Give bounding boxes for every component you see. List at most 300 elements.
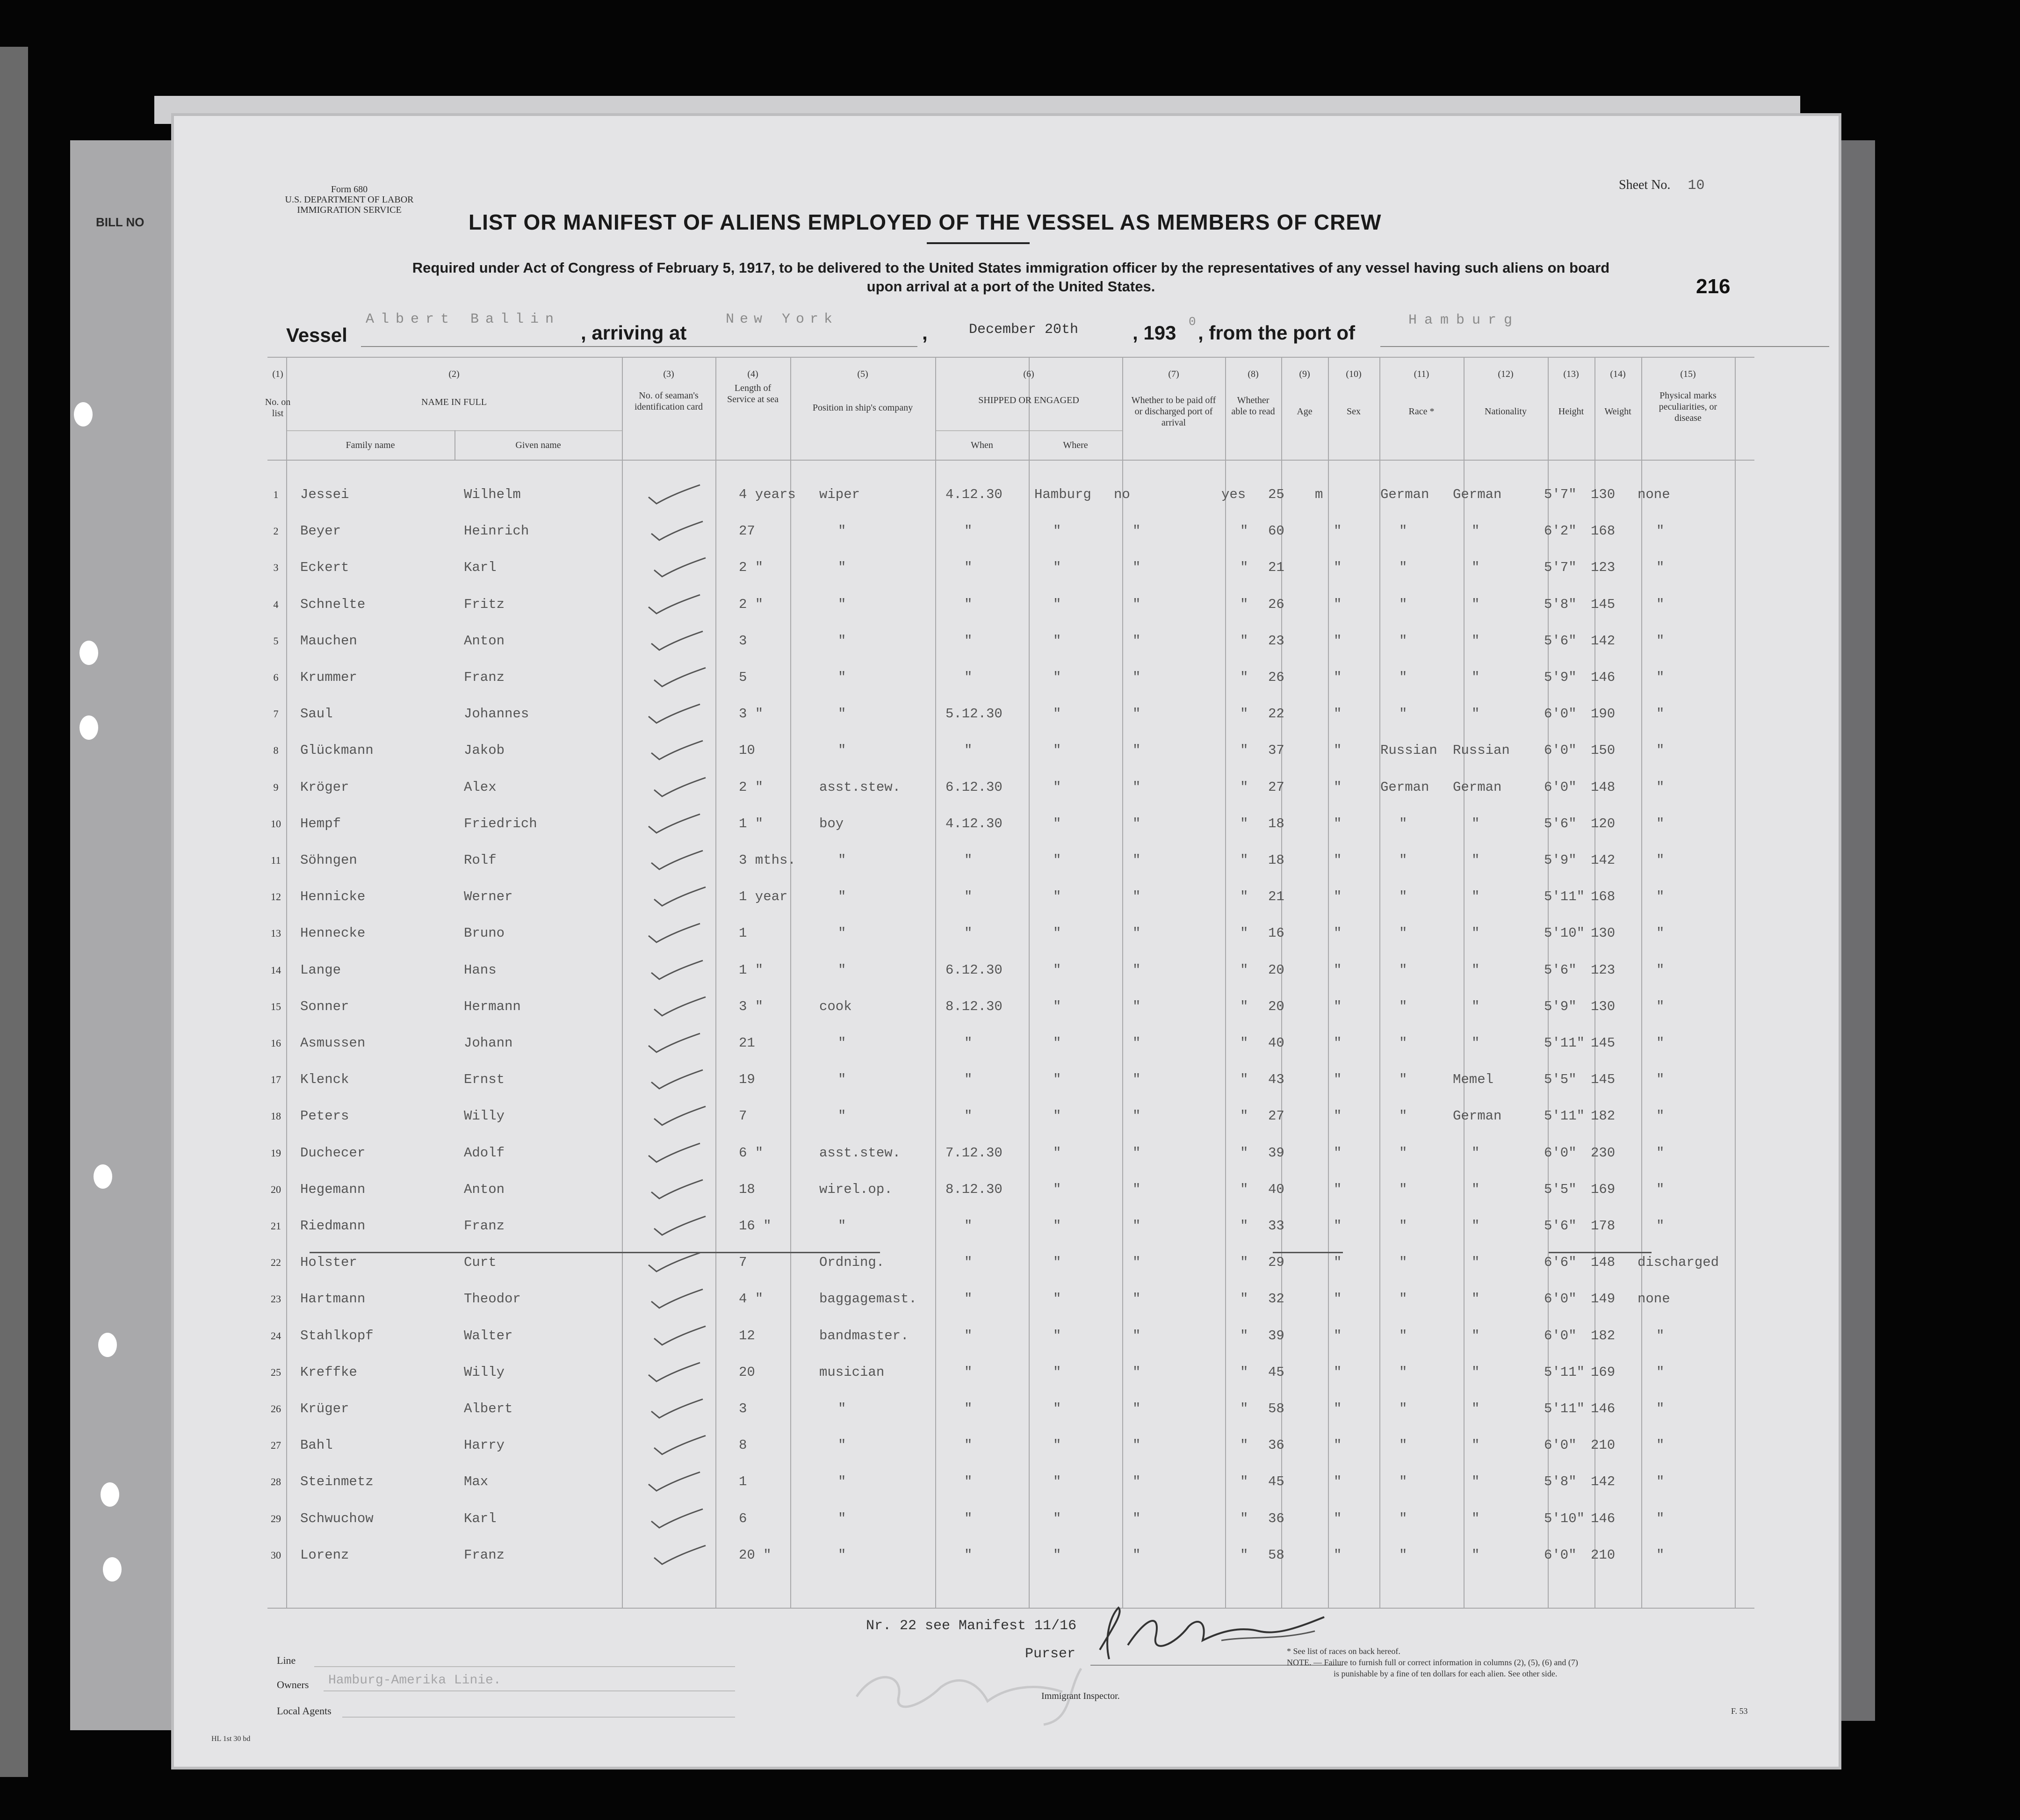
sex: " xyxy=(1334,1510,1342,1526)
row-number: 1 xyxy=(273,489,279,500)
shipped-where: " xyxy=(1053,1218,1061,1234)
weight: 130 xyxy=(1591,925,1616,941)
paid-off: " xyxy=(1133,1401,1141,1416)
able-to-read: " xyxy=(1240,670,1248,685)
col6-number: (6) xyxy=(1023,369,1034,379)
shipped-where: " xyxy=(1053,633,1061,649)
row-number: 25 xyxy=(271,1366,281,1378)
row-number: 23 xyxy=(271,1293,281,1305)
agents-label: Local Agents xyxy=(277,1705,332,1717)
physical-marks: " xyxy=(1656,998,1665,1014)
physical-marks: " xyxy=(1656,1437,1665,1453)
paid-off: " xyxy=(1133,998,1141,1014)
arriving-label: , arriving at xyxy=(581,322,687,344)
shipped-where: " xyxy=(1053,925,1061,941)
table-row xyxy=(174,917,1764,953)
col14-number: (14) xyxy=(1610,369,1626,379)
given-name: Franz xyxy=(464,1218,505,1234)
sex: " xyxy=(1334,1364,1342,1380)
check-mark-icon xyxy=(649,1286,705,1310)
row-number: 18 xyxy=(271,1110,281,1122)
length-of-service: 27 xyxy=(739,523,755,539)
under-sheet-left xyxy=(70,140,178,1730)
col12-number: (12) xyxy=(1498,369,1514,379)
able-to-read: " xyxy=(1240,998,1248,1014)
row-number: 26 xyxy=(271,1403,281,1415)
check-mark-icon xyxy=(646,811,702,835)
able-to-read: " xyxy=(1240,889,1248,905)
race: German xyxy=(1380,487,1429,502)
row-22-strikeout-right-2 xyxy=(1549,1252,1652,1253)
shipped-when: 8.12.30 xyxy=(945,998,1003,1014)
paid-off: " xyxy=(1133,1328,1141,1343)
length-of-service: 1 xyxy=(739,925,747,941)
race: " xyxy=(1399,1145,1407,1161)
punch-hole xyxy=(103,1557,122,1582)
check-mark-icon xyxy=(649,1067,705,1091)
family-name: Klenck xyxy=(300,1072,349,1088)
height: 5'11" xyxy=(1544,1401,1585,1416)
age: 16 xyxy=(1268,925,1284,941)
able-to-read: yes xyxy=(1221,487,1246,502)
position: Ordning. xyxy=(819,1255,885,1271)
shipped-where: Hamburg xyxy=(1034,487,1091,502)
given-name: Hans xyxy=(464,962,497,978)
family-name: Hennicke xyxy=(300,889,366,905)
paid-off: " xyxy=(1133,560,1141,576)
height: 5'11" xyxy=(1544,1035,1585,1051)
form-no-text: Form 680 xyxy=(331,184,368,195)
race: " xyxy=(1399,1255,1407,1271)
position: " xyxy=(838,889,846,905)
back-sheet-left xyxy=(0,47,28,1777)
physical-marks: " xyxy=(1656,1510,1665,1526)
physical-marks: " xyxy=(1656,1364,1665,1380)
position: asst.stew. xyxy=(819,779,901,795)
weight: 168 xyxy=(1591,889,1616,905)
sex: " xyxy=(1334,1181,1342,1197)
col5-header: Position in ship's company xyxy=(812,403,913,413)
nationality: " xyxy=(1472,1547,1480,1563)
position: " xyxy=(838,560,846,576)
height: 5'11" xyxy=(1544,889,1585,905)
col2-number: (2) xyxy=(448,369,460,379)
length-of-service: 7 xyxy=(739,1108,747,1124)
physical-marks: " xyxy=(1656,1181,1665,1197)
age: 37 xyxy=(1268,743,1284,758)
physical-marks: " xyxy=(1656,1108,1665,1124)
paid-off: " xyxy=(1133,1218,1141,1234)
check-mark-icon xyxy=(652,555,708,578)
race: German xyxy=(1380,779,1429,795)
row-number: 19 xyxy=(271,1147,281,1159)
punch-hole xyxy=(79,715,98,740)
physical-marks: " xyxy=(1656,852,1665,868)
row-number: 4 xyxy=(273,598,279,610)
physical-marks: none xyxy=(1638,487,1670,502)
weight: 182 xyxy=(1591,1328,1616,1343)
age: 58 xyxy=(1268,1401,1284,1416)
shipped-when: 6.12.30 xyxy=(945,779,1003,795)
check-mark-icon xyxy=(649,958,705,981)
table-row xyxy=(174,771,1764,808)
nationality: " xyxy=(1472,1035,1480,1051)
shipped-where: " xyxy=(1053,596,1061,612)
owners-value: Hamburg-Amerika Linie. xyxy=(328,1673,501,1688)
weight: 169 xyxy=(1591,1364,1616,1380)
shipped-where: " xyxy=(1053,998,1061,1014)
punch-hole xyxy=(79,641,98,665)
subtitle-line-2: upon arrival at a port of the United States. xyxy=(866,278,1155,295)
table-row xyxy=(174,1539,1764,1575)
height: 5'7" xyxy=(1544,560,1577,576)
family-name: Sonner xyxy=(300,998,349,1014)
age: 40 xyxy=(1268,1035,1284,1051)
paid-off: " xyxy=(1133,1072,1141,1088)
height: 6'0" xyxy=(1544,1437,1577,1453)
shipped-where: " xyxy=(1053,1255,1061,1271)
paid-off: " xyxy=(1133,1547,1141,1563)
shipped-when: " xyxy=(964,596,973,612)
check-mark-icon xyxy=(646,1469,702,1493)
table-row xyxy=(174,844,1764,881)
physical-marks: " xyxy=(1656,670,1665,685)
age: 60 xyxy=(1268,523,1284,539)
position: bandmaster. xyxy=(819,1328,909,1343)
col8-number: (8) xyxy=(1248,369,1259,379)
race: " xyxy=(1399,1364,1407,1380)
sex: " xyxy=(1334,1474,1342,1490)
given-name: Hermann xyxy=(464,998,521,1014)
sex: " xyxy=(1334,852,1342,868)
physical-marks: " xyxy=(1656,962,1665,978)
nationality: " xyxy=(1472,523,1480,539)
height: 5'8" xyxy=(1544,596,1577,612)
able-to-read: " xyxy=(1240,1437,1248,1453)
row-number: 20 xyxy=(271,1183,281,1195)
col6a-header: When xyxy=(971,440,993,450)
row-number: 8 xyxy=(273,744,279,757)
check-mark-icon xyxy=(652,775,708,798)
sex: " xyxy=(1334,633,1342,649)
family-name: Riedmann xyxy=(300,1218,366,1234)
sex: " xyxy=(1334,925,1342,941)
race: " xyxy=(1399,1401,1407,1416)
age: 21 xyxy=(1268,889,1284,905)
check-mark-icon xyxy=(649,1177,705,1200)
physical-marks: " xyxy=(1656,1328,1665,1343)
nationality: " xyxy=(1472,560,1480,576)
sex: " xyxy=(1334,1035,1342,1051)
sex: " xyxy=(1334,1328,1342,1343)
shipped-where: " xyxy=(1053,560,1061,576)
given-name: Franz xyxy=(464,670,505,685)
given-name: Willy xyxy=(464,1364,505,1380)
able-to-read: " xyxy=(1240,1474,1248,1490)
sex: " xyxy=(1334,1218,1342,1234)
length-of-service: 6 xyxy=(739,1510,747,1526)
height: 5'5" xyxy=(1544,1181,1577,1197)
able-to-read: " xyxy=(1240,1035,1248,1051)
check-mark-icon xyxy=(649,1396,705,1420)
row-number: 24 xyxy=(271,1329,281,1342)
row-number: 3 xyxy=(273,562,279,574)
physical-marks: " xyxy=(1656,925,1665,941)
given-name: Rolf xyxy=(464,852,497,868)
physical-marks: discharged xyxy=(1638,1255,1719,1271)
from-port: Hamburg xyxy=(1408,312,1520,328)
nationality: " xyxy=(1472,816,1480,831)
given-name: Willy xyxy=(464,1108,505,1124)
able-to-read: " xyxy=(1240,523,1248,539)
sex: " xyxy=(1334,706,1342,722)
paid-off: " xyxy=(1133,1035,1141,1051)
physical-marks: " xyxy=(1656,523,1665,539)
shipped-where: " xyxy=(1053,1072,1061,1088)
from-label: , from the port of xyxy=(1198,322,1355,344)
sex: " xyxy=(1334,962,1342,978)
col15-number: (15) xyxy=(1680,369,1696,379)
family-name: Krummer xyxy=(300,670,357,685)
fine-note-2: is punishable by a fine of ten dollars for each alien. See other side. xyxy=(1334,1669,1558,1678)
height: 6'0" xyxy=(1544,1145,1577,1161)
table-row xyxy=(174,808,1764,844)
age: 25 xyxy=(1268,487,1284,502)
nationality: " xyxy=(1472,1181,1480,1197)
table-row xyxy=(174,1063,1764,1100)
able-to-read: " xyxy=(1240,1218,1248,1234)
shipped-where: " xyxy=(1053,816,1061,831)
length-of-service: 3 xyxy=(739,633,747,649)
col10-number: (10) xyxy=(1346,369,1362,379)
col2-header: NAME IN FULL xyxy=(421,397,487,407)
position: musician xyxy=(819,1364,885,1380)
given-name: Curt xyxy=(464,1255,497,1271)
weight: 142 xyxy=(1591,633,1616,649)
physical-marks: " xyxy=(1656,1474,1665,1490)
line-label: Line xyxy=(277,1654,296,1666)
position: " xyxy=(838,1510,846,1526)
physical-marks: " xyxy=(1656,706,1665,722)
position: " xyxy=(838,523,846,539)
given-name: Friedrich xyxy=(464,816,537,831)
shipped-where: " xyxy=(1053,889,1061,905)
table-row xyxy=(174,515,1764,551)
purser-label: Purser xyxy=(1025,1646,1076,1662)
able-to-read: " xyxy=(1240,816,1248,831)
race: " xyxy=(1399,1291,1407,1307)
race: " xyxy=(1399,1108,1407,1124)
sheet-label: Sheet No. xyxy=(1619,178,1671,192)
sex: " xyxy=(1334,670,1342,685)
physical-marks: " xyxy=(1656,1218,1665,1234)
table-row xyxy=(174,1027,1764,1063)
position: baggagemast. xyxy=(819,1291,917,1307)
col5-number: (5) xyxy=(857,369,868,379)
physical-marks: " xyxy=(1656,743,1665,758)
paid-off: " xyxy=(1133,852,1141,868)
age: 20 xyxy=(1268,998,1284,1014)
length-of-service: 20 xyxy=(739,1364,755,1380)
check-mark-icon xyxy=(652,884,708,908)
table-row xyxy=(174,1173,1764,1210)
weight: 146 xyxy=(1591,670,1616,685)
height: 5'10" xyxy=(1544,1510,1585,1526)
weight: 146 xyxy=(1591,1510,1616,1526)
inspector-label: Immigrant Inspector. xyxy=(1041,1691,1120,1701)
family-name: Stahlkopf xyxy=(300,1328,374,1343)
age: 40 xyxy=(1268,1181,1284,1197)
paid-off: " xyxy=(1133,1510,1141,1526)
family-name: Beyer xyxy=(300,523,341,539)
form-code: F. 53 xyxy=(1731,1706,1748,1716)
length-of-service: 3 xyxy=(739,1401,747,1416)
position: " xyxy=(838,1218,846,1234)
shipped-where: " xyxy=(1053,1181,1061,1197)
weight: 168 xyxy=(1591,523,1616,539)
weight: 148 xyxy=(1591,1255,1616,1271)
family-name: Schnelte xyxy=(300,596,366,612)
table-row xyxy=(174,1137,1764,1173)
weight: 123 xyxy=(1591,560,1616,576)
sex: " xyxy=(1334,743,1342,758)
shipped-when: 4.12.30 xyxy=(945,816,1003,831)
length-of-service: 12 xyxy=(739,1328,755,1343)
paid-off: " xyxy=(1133,1291,1141,1307)
shipped-where: " xyxy=(1053,1108,1061,1124)
nationality: " xyxy=(1472,889,1480,905)
col10-header: Sex xyxy=(1347,406,1361,417)
sex: " xyxy=(1334,1108,1342,1124)
check-mark-icon xyxy=(652,1543,708,1566)
height: 5'6" xyxy=(1544,633,1577,649)
given-name: Anton xyxy=(464,633,505,649)
nationality: " xyxy=(1472,1401,1480,1416)
table-row xyxy=(174,1356,1764,1393)
height: 6'0" xyxy=(1544,743,1577,758)
page-number: 216 xyxy=(1696,275,1731,298)
given-name: Karl xyxy=(464,1510,497,1526)
check-mark-icon xyxy=(649,738,705,761)
shipped-when: " xyxy=(964,1255,973,1271)
physical-marks: " xyxy=(1656,560,1665,576)
check-mark-icon xyxy=(652,994,708,1018)
age: 45 xyxy=(1268,1364,1284,1380)
weight: 149 xyxy=(1591,1291,1616,1307)
table-row xyxy=(174,1283,1764,1319)
race: " xyxy=(1399,1035,1407,1051)
punch-hole xyxy=(74,402,93,426)
given-name: Alex xyxy=(464,779,497,795)
physical-marks: " xyxy=(1656,1145,1665,1161)
shipped-where: " xyxy=(1053,1437,1061,1453)
race: " xyxy=(1399,962,1407,978)
nationality: " xyxy=(1472,925,1480,941)
col6b-header: Where xyxy=(1063,440,1088,450)
given-name: Harry xyxy=(464,1437,505,1453)
shipped-when: " xyxy=(964,1401,973,1416)
shipped-when: " xyxy=(964,1547,973,1563)
check-mark-icon xyxy=(649,1506,705,1530)
height: 6'0" xyxy=(1544,779,1577,795)
weight: 142 xyxy=(1591,1474,1616,1490)
row-number: 2 xyxy=(273,525,279,537)
family-name: Holster xyxy=(300,1255,357,1271)
shipped-when: " xyxy=(964,523,973,539)
col11-header: Race * xyxy=(1408,406,1435,417)
given-name: Anton xyxy=(464,1181,505,1197)
able-to-read: " xyxy=(1240,706,1248,722)
able-to-read: " xyxy=(1240,962,1248,978)
paid-off: " xyxy=(1133,743,1141,758)
comma-1: , xyxy=(922,322,928,344)
length-of-service: 3 " xyxy=(739,998,764,1014)
length-of-service: 19 xyxy=(739,1072,755,1088)
able-to-read: " xyxy=(1240,633,1248,649)
able-to-read: " xyxy=(1240,925,1248,941)
fine-note-1: NOTE. — Failure to furnish full or correct information in columns (2), (5), (6) and (7) xyxy=(1287,1658,1578,1667)
table-row xyxy=(174,1393,1764,1429)
shipped-when: " xyxy=(964,925,973,941)
able-to-read: " xyxy=(1240,852,1248,868)
shipped-where: " xyxy=(1053,743,1061,758)
height: 5'8" xyxy=(1544,1474,1577,1490)
position: " xyxy=(838,1547,846,1563)
position: " xyxy=(838,925,846,941)
shipped-where: " xyxy=(1053,852,1061,868)
weight: 210 xyxy=(1591,1547,1616,1563)
inspector-signature xyxy=(847,1650,1147,1729)
length-of-service: 8 xyxy=(739,1437,747,1453)
sex: " xyxy=(1334,1437,1342,1453)
shipped-when: " xyxy=(964,1108,973,1124)
weight: 230 xyxy=(1591,1145,1616,1161)
col14-header: Weight xyxy=(1604,406,1631,417)
row-number: 13 xyxy=(271,927,281,939)
shipped-when: " xyxy=(964,1510,973,1526)
shipped-where: " xyxy=(1053,1291,1061,1307)
given-name: Franz xyxy=(464,1547,505,1563)
family-name: Kreffke xyxy=(300,1364,357,1380)
position: " xyxy=(838,596,846,612)
left-stamp: BILL NO xyxy=(96,215,144,229)
punch-hole xyxy=(101,1482,119,1507)
paid-off: " xyxy=(1133,596,1141,612)
weight: 146 xyxy=(1591,1401,1616,1416)
race: " xyxy=(1399,1547,1407,1563)
subtitle-line-1: Required under Act of Congress of February 5, 1917, to be delivered to the United States immigration officer by the representatives of any vessel having such aliens on board xyxy=(412,260,1610,276)
nationality: " xyxy=(1472,852,1480,868)
position: " xyxy=(838,633,846,649)
shipped-when: " xyxy=(964,1291,973,1307)
age: 29 xyxy=(1268,1255,1284,1271)
sex: " xyxy=(1334,998,1342,1014)
paid-off: " xyxy=(1133,670,1141,685)
sex: " xyxy=(1334,1255,1342,1271)
check-mark-icon xyxy=(652,1433,708,1456)
height: 5'9" xyxy=(1544,670,1577,685)
punch-hole xyxy=(98,1333,117,1357)
able-to-read: " xyxy=(1240,1145,1248,1161)
nationality: " xyxy=(1472,1255,1480,1271)
family-name: Glückmann xyxy=(300,743,374,758)
given-name: Walter xyxy=(464,1328,513,1343)
sex: " xyxy=(1334,560,1342,576)
physical-marks: " xyxy=(1656,816,1665,831)
col7-number: (7) xyxy=(1168,369,1179,379)
nationality: German xyxy=(1453,779,1502,795)
age: 36 xyxy=(1268,1437,1284,1453)
